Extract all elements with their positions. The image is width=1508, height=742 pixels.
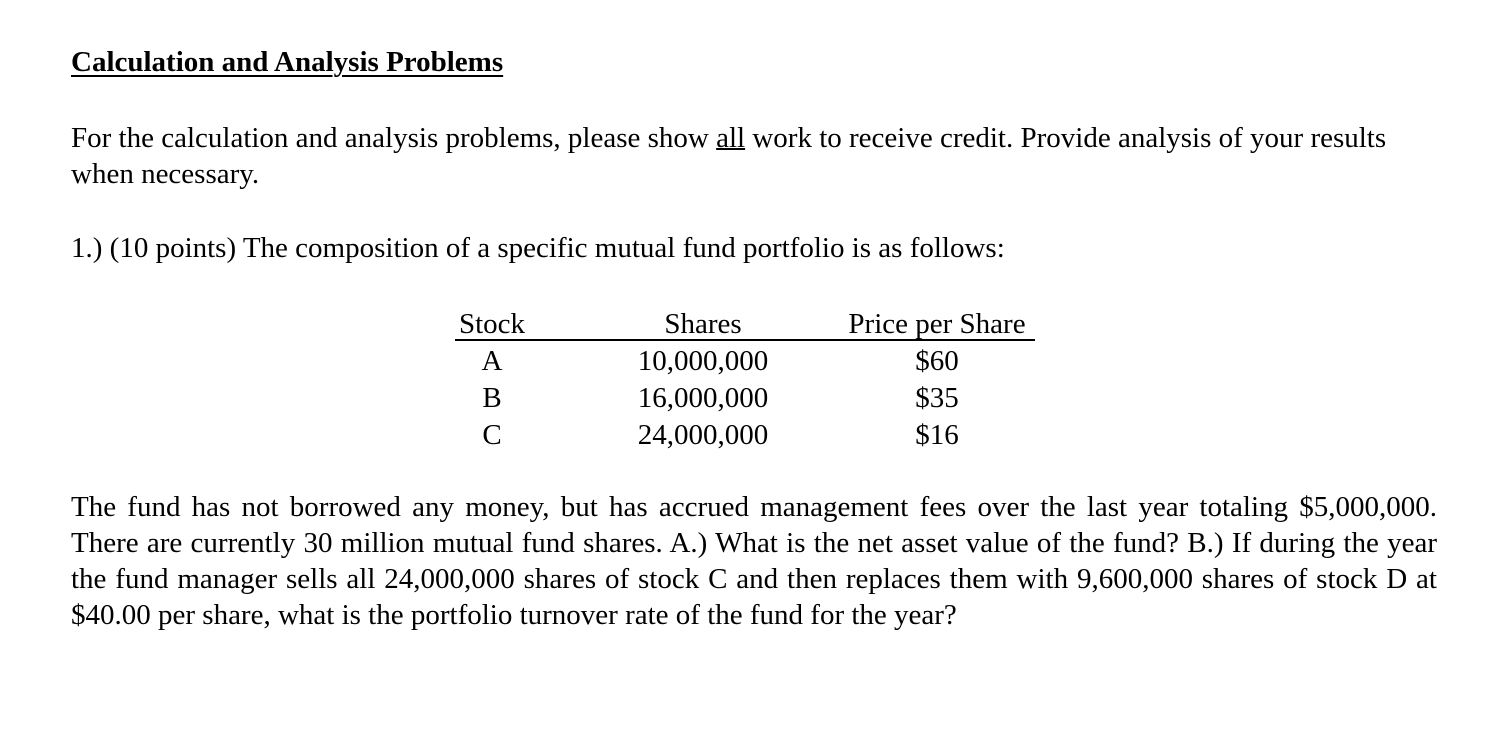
section-heading: Calculation and Analysis Problems <box>71 46 504 78</box>
instructions-emphasis: all <box>716 122 746 154</box>
table-header-stock: Stock <box>458 308 526 340</box>
instructions-paragraph <box>71 120 1437 192</box>
table-cell-stock: A <box>481 345 503 377</box>
problem-paragraph: The fund has not borrowed any money, but has accrued management fees over the last year totaling $5,000,000. There are currently 30 million mutual fund shares. A.) What is the net asset value of the fund? B.) If during the year the fund manager sells all 24,000,000 shares of stock C and then replaces them with 9,600,000 shares of stock D at $40.00 per share, what is the portfolio turnover rate of the fund for the year? <box>71 491 1437 631</box>
table-cell-shares: 24,000,000 <box>637 419 769 451</box>
table-cell-price: $16 <box>915 419 959 451</box>
table-cell-shares: 16,000,000 <box>637 382 769 414</box>
table-cell-price: $60 <box>915 345 959 377</box>
price-column <box>839 306 1035 454</box>
shares-column <box>629 306 777 454</box>
table-header-shares: Shares <box>664 308 742 340</box>
instructions-text-before: For the calculation and analysis problems, please show <box>71 122 717 154</box>
table-cell-stock: C <box>482 419 502 451</box>
question-intro: 1.) (10 points) The composition of a specific mutual fund portfolio is as follows: <box>71 232 1005 264</box>
table-header-price: Price per Share <box>848 308 1026 340</box>
table-cell-shares: 10,000,000 <box>637 345 769 377</box>
instructions-text-after: work to receive credit. Provide analysis of your results when necessary. <box>71 122 1387 190</box>
stock-column <box>455 306 529 454</box>
table-cell-price: $35 <box>915 382 959 414</box>
table-cell-stock: B <box>482 382 502 414</box>
